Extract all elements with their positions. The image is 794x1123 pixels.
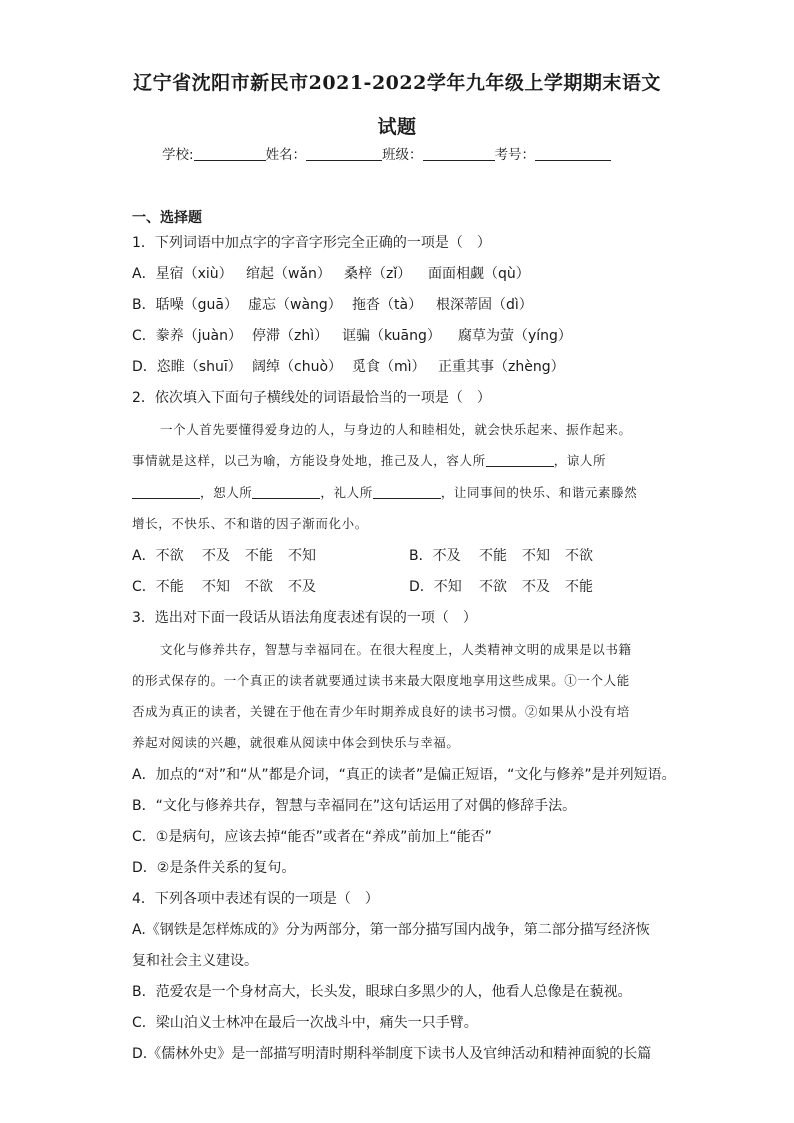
option-item: A．不欲	[132, 548, 184, 564]
option-item: 不能	[479, 548, 507, 564]
option-d	[409, 577, 593, 597]
option-item: 正重其事（zhèng）	[438, 359, 565, 375]
option-item: 停滞（zhì）	[252, 328, 329, 344]
name-blank[interactable]	[306, 146, 382, 161]
option-item: 绾起（wǎn）	[246, 266, 331, 282]
passage-text: ，谅人所	[553, 453, 607, 468]
question-4-option-c: C．梁山泊义士林冲在最后一次战斗中，痛失一只手臂。	[132, 1015, 478, 1031]
question-2-stem: 2．依次填入下面句子横线处的词语最恰当的一项是（ ）	[132, 390, 491, 406]
option-item: 不及	[202, 548, 230, 564]
question-2-options-cd	[132, 577, 593, 597]
document-title: 辽宁省沈阳市新民市2021-2022学年九年级上学期期末语文	[133, 72, 661, 94]
option-item: 觅食（mì）	[352, 359, 426, 375]
option-item: 桑梓（zǐ）	[344, 266, 412, 282]
option-item: C．不能	[132, 579, 184, 595]
question-1-stem: 1．下列词语中加点字的字音字形完全正确的一项是（ ）	[132, 235, 491, 251]
school-label: 学校:	[162, 147, 194, 163]
option-item: 不欲	[565, 548, 593, 564]
question-3-option-d: D．②是条件关系的复句。	[132, 860, 296, 876]
passage-text: ，让同事间的快乐、和谐元素滕然	[440, 485, 638, 500]
option-a	[132, 546, 409, 566]
fill-blank[interactable]	[486, 453, 554, 467]
passage-text: ，礼人所	[320, 485, 373, 500]
option-item: D．恣睢（shuī）	[132, 359, 242, 375]
question-3-option-b: B．“文化与修养共存，智慧与幸福同在”这句话运用了对偶的修辞手法。	[132, 798, 577, 814]
question-4-option-a: A.《钢铁是怎样炼成的》分为两部分，第一部分描写国内战争，第二部分描写经济恢	[132, 922, 650, 938]
question-2-options-ab	[132, 546, 593, 566]
option-item: 不知	[522, 548, 550, 564]
passage-line: 的形式保存的。一个真正的读者就要通过读书来最大限度地享用这些成果。①一个人能	[132, 673, 630, 688]
option-item: 不能	[565, 579, 593, 595]
question-1-option-d	[132, 357, 565, 377]
question-4-option-d: D.《儒林外史》是一部描写明清时期科举制度下读书人及官绅活动和精神面貌的长篇	[132, 1046, 652, 1062]
school-blank[interactable]	[194, 146, 266, 161]
passage-line	[132, 483, 637, 503]
question-3-stem: 3．选出对下面一段话从语法角度表述有误的一项（ ）	[132, 610, 477, 626]
number-label: 考号：	[494, 147, 536, 163]
passage-line: 增长，不快乐、不和谐的因子渐而化小。	[132, 516, 368, 531]
option-item: 不能	[245, 548, 273, 564]
number-blank[interactable]	[535, 146, 611, 161]
option-item: 阔绰（chuò）	[252, 359, 343, 375]
option-item: B．聒噪（guā）	[132, 297, 238, 313]
option-item: 不欲	[479, 579, 507, 595]
option-item: 不欲	[245, 579, 273, 595]
option-item: 虚忘（wàng）	[248, 297, 342, 313]
passage-line	[132, 451, 606, 471]
option-item: 腐草为萤（yíng）	[458, 328, 572, 344]
class-label: 班级：	[382, 147, 423, 163]
question-1-option-c	[132, 326, 572, 346]
class-blank[interactable]	[423, 146, 495, 161]
document-title-line2: 试题	[377, 116, 417, 138]
passage-line: 否成为真正的读者，关键在于他在青少年时期养成良好的读书习惯。②如果从小没有培	[132, 704, 630, 719]
student-info-row	[162, 143, 611, 163]
option-item: B．不及	[409, 548, 461, 564]
question-4-option-b: B．范爱农是一个身材高大，长头发，眼球白多黑少的人，他看人总像是在藐视。	[132, 984, 632, 1000]
option-item: A．星宿（xiù）	[132, 266, 233, 282]
option-item: 根深蒂固（dì）	[436, 297, 533, 313]
question-4-option-a-cont: 复和社会主义建设。	[132, 953, 258, 969]
passage-line: 一个人首先要懂得爱身边的人，与身边的人和睦相处，就会快乐起来、振作起来。	[160, 422, 632, 437]
question-4-stem: 4．下列各项中表述有误的一项是（ ）	[132, 891, 379, 907]
option-item: 不知	[288, 548, 316, 564]
question-3-option-a: A．加点的“对”和“从”都是介词，“真正的读者”是偏正短语，“文化与修养”是并列短语。	[132, 767, 676, 783]
option-item: 拖沓（tà）	[352, 297, 423, 313]
name-label: 姓名：	[265, 147, 307, 163]
fill-blank[interactable]	[373, 485, 441, 499]
option-c	[132, 577, 409, 597]
fill-blank[interactable]	[132, 485, 200, 499]
passage-text: 事情就是这样，以己为喻，方能设身处地，推己及人，容人所	[132, 453, 486, 468]
passage-line: 养起对阅读的兴趣，就很难从阅读中体会到快乐与幸福。	[132, 735, 460, 750]
option-item: D．不知	[409, 579, 462, 595]
passage-text: ，恕人所	[200, 485, 253, 500]
option-item: 面面相觑（qù）	[428, 266, 530, 282]
option-item: 不及	[288, 579, 316, 595]
question-1-option-a	[132, 264, 530, 284]
option-item: 不知	[202, 579, 230, 595]
question-3-option-c: C．①是病句，应该去掉“能否”或者在“养成”前加上“能否”	[132, 829, 492, 845]
section-heading: 一、选择题	[132, 210, 202, 226]
question-1-option-b	[132, 295, 533, 315]
option-item: 不及	[522, 579, 550, 595]
option-item: 诓骗（kuāng）	[342, 328, 441, 344]
passage-line: 文化与修养共存，智慧与幸福同在。在很大程度上，人类精神文明的成果是以书籍	[160, 642, 632, 657]
option-b	[409, 546, 593, 566]
option-item: C．豢养（juàn）	[132, 328, 242, 344]
fill-blank[interactable]	[252, 485, 320, 499]
